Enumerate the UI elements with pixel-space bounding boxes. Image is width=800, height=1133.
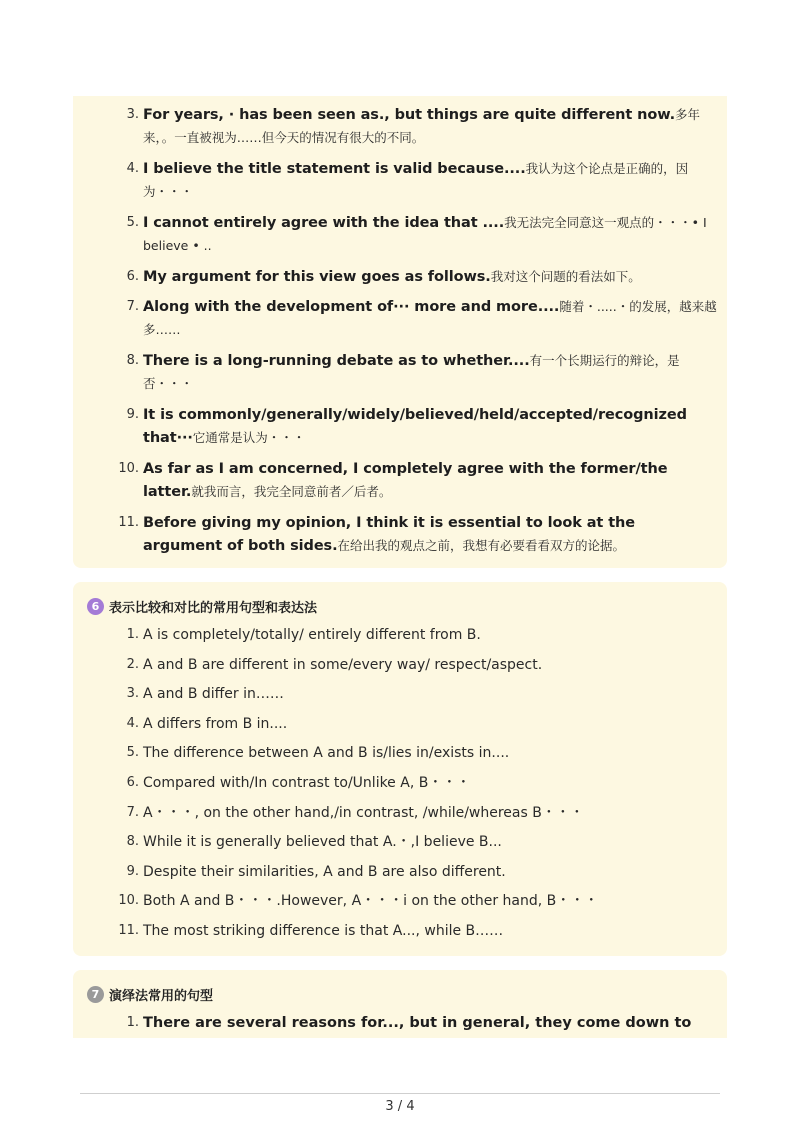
item-number: 2. — [126, 656, 139, 672]
list-item — [73, 454, 727, 508]
list-item — [73, 831, 727, 861]
list-item — [73, 654, 727, 684]
item-number: 9. — [126, 863, 139, 879]
list-item — [73, 400, 727, 454]
expression-list-card — [73, 96, 727, 568]
list-item — [73, 1012, 727, 1034]
list-item — [73, 262, 727, 292]
item-number: 3. — [126, 107, 139, 122]
list-item — [73, 100, 727, 154]
item-number: 10. — [118, 461, 139, 476]
item-chinese: 我认为这个论点是正确的，因为・・・ — [143, 161, 689, 199]
item-text: The most striking difference is that A..., while B…… — [143, 922, 504, 939]
item-text: A is completely/totally/ entirely different from B. — [143, 627, 481, 643]
list-item — [73, 772, 727, 802]
deduction-list — [73, 1012, 727, 1034]
item-number: 6. — [126, 269, 139, 284]
item-chinese: 我对这个问题的看法如下。 — [490, 269, 641, 284]
item-english: I cannot entirely agree with the idea that .... — [143, 215, 505, 231]
item-text: A differs from B in.... — [143, 715, 288, 732]
item-english: I believe the title statement is valid because.... — [143, 161, 526, 177]
item-number: 8. — [126, 353, 139, 368]
item-number: 1. — [126, 627, 139, 642]
item-chinese: 我无法完全同意这一观点的・・・• I believe • .. — [143, 215, 707, 253]
item-number: 9. — [126, 407, 139, 422]
item-number: 3. — [126, 686, 139, 702]
item-number: 4. — [126, 715, 139, 731]
section-number-badge: 6 — [87, 598, 104, 615]
list-item — [73, 920, 727, 950]
item-english: As far as I am concerned, I completely agree with the former/the latter. — [143, 461, 668, 500]
item-chinese: 就我而言，我完全同意前者／后者。 — [191, 484, 392, 499]
item-text: Compared with/In contrast to/Unlike A, B・・・ — [143, 774, 471, 791]
list-item — [73, 624, 727, 654]
item-number: 7. — [126, 299, 139, 314]
list-item — [73, 154, 727, 208]
item-chinese: 在给出我的观点之前，我想有必要看看双方的论据。 — [337, 538, 626, 553]
expression-list — [73, 100, 727, 562]
item-english: It is commonly/generally/widely/believed/held/accepted/recognized that··· — [143, 407, 687, 446]
section-heading — [87, 984, 727, 1004]
list-item — [73, 890, 727, 920]
list-item — [73, 861, 727, 891]
item-english: Along with the development of··· more and more.... — [143, 299, 560, 315]
item-number: 11. — [118, 515, 139, 530]
deduction-section-card — [73, 970, 727, 1038]
item-chinese: 有一个长期运行的辩论，是否・・・ — [143, 353, 680, 391]
item-text: While it is generally believed that A.・,I believe B... — [143, 834, 502, 851]
list-item — [73, 683, 727, 713]
item-number: 4. — [126, 161, 139, 176]
item-number: 5. — [126, 215, 139, 230]
item-chinese: 随着・.....・的发展，越来越多…… — [143, 299, 717, 337]
section-number-badge: 7 — [87, 986, 104, 1003]
item-number: 5. — [126, 745, 139, 761]
list-item — [73, 508, 727, 562]
list-item — [73, 742, 727, 772]
list-item — [73, 292, 727, 346]
item-english: Before giving my opinion, I think it is essential to look at the argument of both sides. — [143, 515, 635, 554]
list-item — [73, 208, 727, 262]
comparison-list — [73, 624, 727, 950]
item-text: There are several reasons for..., but in general, they come down to — [143, 1015, 692, 1031]
footer-divider — [80, 1093, 720, 1094]
item-number: 1. — [126, 1015, 139, 1030]
item-text: Both A and B・・・.However, A・・・i on the other hand, B・・・ — [143, 893, 599, 910]
section-title: 演绎法常用的句型 — [109, 988, 214, 1004]
item-chinese: 它通常是认为・・・ — [192, 430, 306, 445]
item-number: 6. — [126, 774, 139, 790]
list-item — [73, 802, 727, 832]
item-chinese: 多年来，。一直被视为……但今天的情况有很大的不同。 — [143, 107, 701, 145]
item-number: 8. — [126, 834, 139, 850]
item-english: For years, · has been seen as., but things are quite different now. — [143, 107, 676, 123]
item-number: 11. — [118, 922, 139, 938]
list-item — [73, 346, 727, 400]
page-number: 3 / 4 — [385, 1099, 415, 1114]
item-number: 7. — [126, 804, 139, 820]
item-text: The difference between A and B is/lies in/exists in.... — [143, 745, 510, 762]
item-english: My argument for this view goes as follows. — [143, 269, 491, 285]
item-text: Despite their similarities, A and B are also different. — [143, 863, 506, 880]
comparison-section-card — [73, 582, 727, 956]
item-english: There is a long-running debate as to whether.... — [143, 353, 530, 369]
list-item — [73, 713, 727, 743]
item-text: A・・・, on the other hand,/in contrast, /while/whereas B・・・ — [143, 804, 584, 821]
item-number: 10. — [118, 893, 139, 909]
item-text: A and B are different in some/every way/ respect/aspect. — [143, 656, 543, 673]
section-title: 表示比较和对比的常用句型和表达法 — [109, 600, 318, 616]
item-text: A and B differ in…… — [143, 686, 284, 703]
section-heading — [87, 596, 727, 616]
